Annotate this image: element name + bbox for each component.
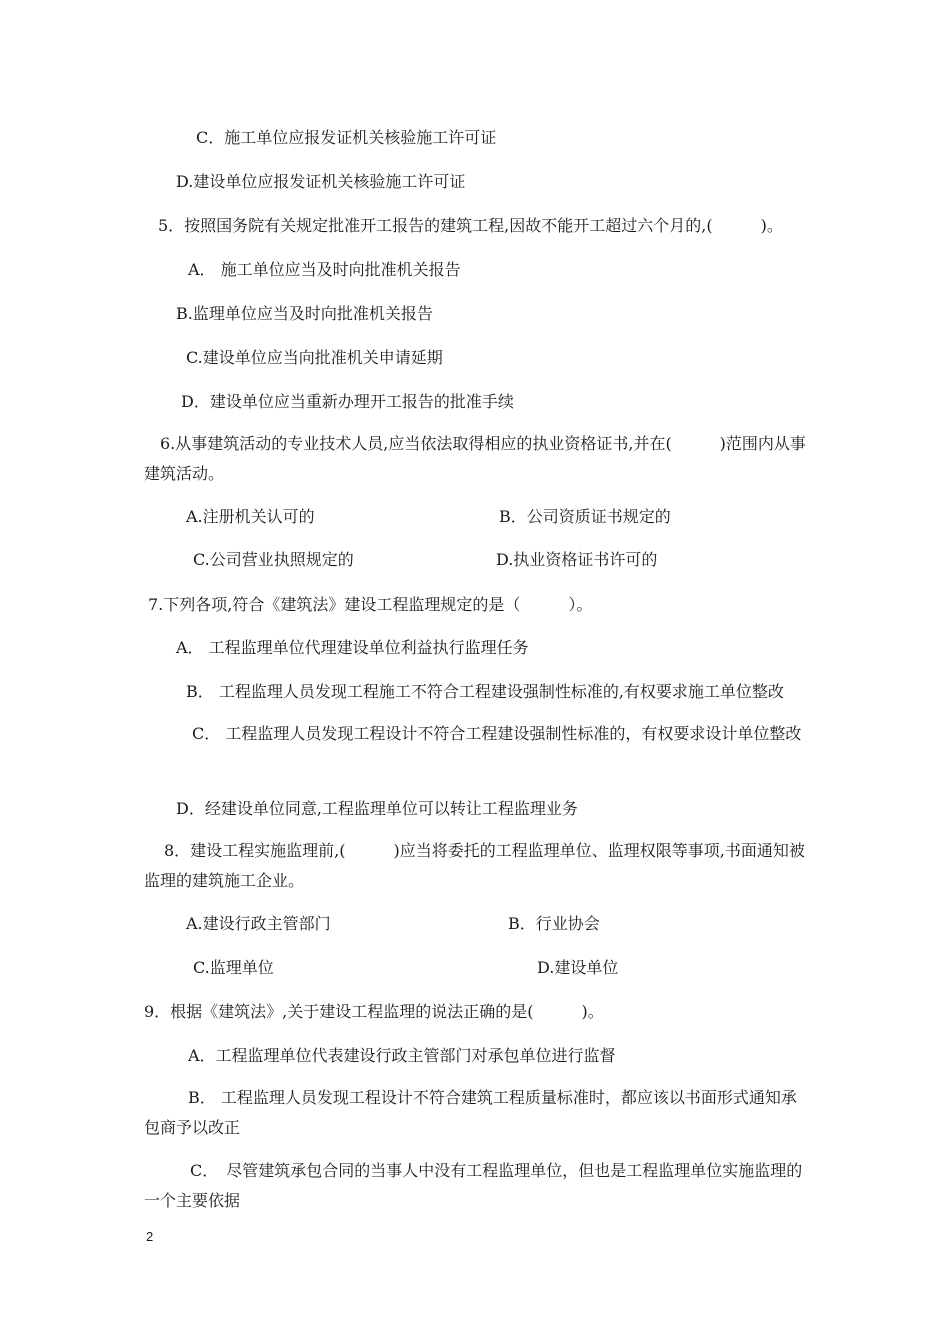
question-7: 7.下列各项,符合《建筑法》建设工程监理规定的是（ ）。 (148, 595, 593, 614)
option-4d: D.建设单位应报发证机关核验施工许可证 (176, 172, 466, 191)
option-9a: A．工程监理单位代表建设行政主管部门对承包单位进行监督 (188, 1046, 616, 1065)
option-5b: B.监理单位应当及时向批准机关报告 (176, 304, 433, 323)
option-9c: C． 尽管建筑承包合同的当事人中没有工程监理单位，但也是工程监理单位实施监理的一个主要依据 (144, 1161, 803, 1210)
option-7b: B． 工程监理人员发现工程施工不符合工程建设强制性标准的,有权要求施工单位整改 (186, 682, 784, 701)
question-5: 5．按照国务院有关规定批准开工报告的建筑工程,因故不能开工超过六个月的,( )。 (158, 216, 783, 235)
option-7d: D．经建设单位同意,工程监理单位可以转让工程监理业务 (176, 799, 578, 818)
option-5d: D．建设单位应当重新办理开工报告的批准手续 (181, 392, 514, 411)
option-7c: C． 工程监理人员发现工程设计不符合工程建设强制性标准的，有权要求设计单位整改 (192, 724, 802, 743)
option-8a: A.建设行政主管部门 (186, 914, 331, 933)
option-8d: D.建设单位 (537, 958, 619, 977)
question-8: 8．建设工程实施监理前,( )应当将委托的工程监理单位、监理权限等事项,书面通知被监理的建筑施工企业。 (144, 841, 805, 890)
option-8b: B．行业协会 (508, 914, 600, 933)
question-9: 9．根据《建筑法》,关于建设工程监理的说法正确的是( )。 (144, 1002, 604, 1021)
question-6: 6.从事建筑活动的专业技术人员,应当依法取得相应的执业资格证书,并在( )范围内从事建筑活动。 (144, 434, 806, 483)
page-number: 2 (146, 1229, 154, 1244)
option-4c: C．施工单位应报发证机关核验施工许可证 (196, 128, 497, 147)
option-8c: C.监理单位 (193, 958, 274, 977)
option-6a: A.注册机关认可的 (186, 507, 315, 526)
option-9b: B． 工程监理人员发现工程设计不符合建筑工程质量标准时，都应该以书面形式通知承包商予以改正 (144, 1088, 797, 1137)
option-5a: A． 施工单位应当及时向批准机关报告 (188, 260, 461, 279)
option-6c: C.公司营业执照规定的 (193, 550, 354, 569)
option-6d: D.执业资格证书许可的 (496, 550, 658, 569)
option-5c: C.建设单位应当向批准机关申请延期 (186, 348, 443, 367)
option-6b: B．公司资质证书规定的 (499, 507, 671, 526)
option-7a: A． 工程监理单位代理建设单位利益执行监理任务 (176, 638, 529, 657)
